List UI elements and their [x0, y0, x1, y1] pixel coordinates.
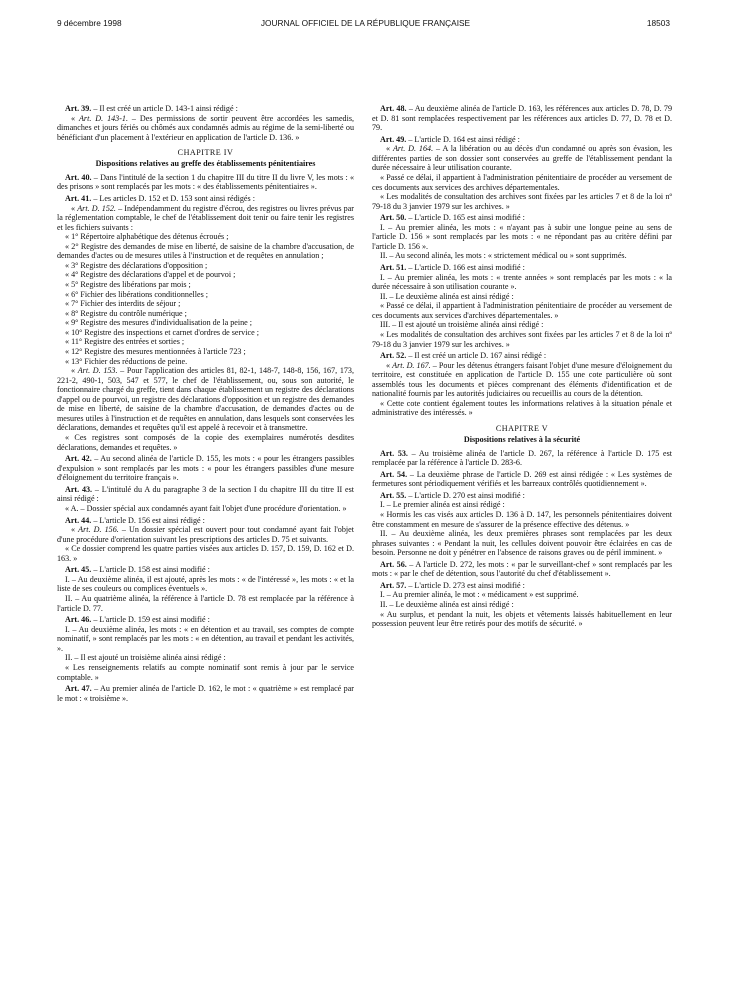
header-page-number: 18503 [646, 18, 670, 28]
article-51-point-3: III. – Il est ajouté un troisième alinéa ainsi rédigé : [380, 320, 544, 330]
register-item: « 6° Fichier des libérations conditionnelles ; [65, 289, 209, 299]
article-51-quote: « Passé ce délai, il appartient à l'administration pénitentiaire de procéder au versement de ces documents aux services d'archives départementales. » [372, 301, 672, 320]
article-50-heading: Art. 50. – L'article D. 165 est ainsi modifié : [380, 213, 525, 223]
article-55-point-2: II. – Au deuxième alinéa, les deux premières phrases sont remplacées par les deux phrases suivantes : « Pendant la nuit, les cellules doivent pouvoir être éclairées en cas de besoin. Personne ne doit y pénétrer en l'absence de raisons graves ou de péril imminent. » [372, 529, 672, 558]
article-45-point-1: I. – Au deuxième alinéa, il est ajouté, après les mots : « de l'intéressé », les mots : « et la liste de ses couleurs ou complices éventuels ». [57, 574, 354, 594]
header-date: 9 décembre 1998 [57, 18, 122, 28]
article-39-heading: Art. 39. – Il est créé un article D. 143-1 ainsi rédigé : [65, 104, 238, 113]
article-46-point-2: II. – Il est ajouté un troisième alinéa ainsi rédigé : [65, 653, 226, 663]
article-53: Art. 53. – Au troisième alinéa de l'article D. 267, la référence à l'article D. 175 est remplacée par la référence à l'article D. 283-6. [372, 448, 672, 468]
article-51-point-1: I. – Au premier alinéa, les mots : « trente années » sont remplacés par les mots : « la durée nécessaire à son utilisation courante ». [372, 272, 672, 292]
page-header [0, 18, 731, 32]
chapter-5-label: CHAPITRE V [495, 424, 549, 433]
left-column [57, 104, 354, 703]
article-d164-quote: « Art. D. 164. – A la libération ou au décès d'un condamné ou après son évasion, les différentes parties de son dossier sont conservées au greffe de l'établissement pendant la durée nécessaire à leur utilisation courante. [372, 144, 673, 173]
article-41-heading: Art. 41. – Les articles D. 152 et D. 153 sont ainsi rédigés : [65, 193, 255, 203]
chapter-4-label: CHAPITRE IV [177, 148, 234, 158]
article-55-quote: « Hormis les cas visés aux articles D. 136 à D. 147, les personnels pénitentiaires doivent être constamment en mesure de s'assurer de la présence effective des détenus. » [372, 509, 672, 529]
article-57-point-1: I. – Au premier alinéa, le mot : « médicament » est supprimé. [380, 590, 579, 600]
article-40: Art. 40. – Dans l'intitulé de la section 1 du chapitre III du titre II du livre V, les mots : « des prisons » sont remplacés par les mots : « des établissements pénitentiaires ». [57, 172, 354, 192]
register-item: « 12° Registre des mesures mentionnées à l'article 723 ; [65, 346, 246, 356]
article-52-heading: Art. 52. – Il est créé un article D. 167 ainsi rédigé : [380, 351, 547, 361]
article-d156-quote: « Art. D. 156. – Un dossier spécial est ouvert pour tout condamné ayant fait l'objet d'une procédure d'orientation suivant les prescriptions des articles D. 75 et suivants. [57, 525, 354, 544]
chapter-5-title: Dispositions relatives à la sécurité [463, 434, 581, 444]
article-46-point-1: I. – Au deuxième alinéa, les mots : « en détention et au travail, ses comptes de compte nominatif, » sont remplacés par les mots : « en détention, au travail et pendant les activités, ». [57, 624, 354, 653]
register-item: « 4° Registre des déclarations d'appel et de pourvoi ; [65, 270, 236, 280]
article-d153-quote: « Art. D. 153. – Pour l'application des articles 81, 82-1, 148-7, 148-8, 156, 167, 173, 221-2, 490-1, 503, 547 et 577, le chef de l'établissement, ou, sous son autorité, le fonctionnaire chargé du greffe, tient dans chaque établissement un registre des déclarations d'appel ou de pourvoi, un registre des déclarations d'opposition et un registre des demandes de mise en liberté, de saisine de la chambre d'accusation, de demandes d'actes ou de mesures utiles à l'instruction et de requêtes en annulation, dans lesquels sont conservées les déclarations, demandes et requêtes qu'il est appelé à recevoir et à transmettre. [57, 366, 354, 433]
chapter-4-title: Dispositions relatives au greffe des établissements pénitentiaires [95, 158, 316, 168]
article-49-heading: Art. 49. – L'article D. 164 est ainsi rédigé : [380, 134, 520, 144]
article-48: Art. 48. – Au deuxième alinéa de l'article D. 163, les références aux articles D. 78, D. 79 et D. 81 sont remplacées respectivement par les références aux articles D. 77, D. 78 et D. 79. [372, 104, 672, 133]
article-55-heading: Art. 55. – L'article D. 270 est ainsi modifié : [380, 490, 525, 500]
register-item: « 7° Fichier des interdits de séjour ; [65, 299, 181, 309]
article-d167-paragraph: « Cette cote contient également toutes les informations relatives à la situation pénale et administrative des intéressés. » [372, 398, 672, 418]
header-title: JOURNAL OFFICIEL DE LA RÉPUBLIQUE FRANÇAISE [260, 18, 471, 28]
article-43-quote: « A. – Dossier spécial aux condamnés ayant fait l'objet d'une procédure d'orientation. » [65, 503, 347, 513]
register-item: « 8° Registre du contrôle numérique ; [65, 308, 187, 318]
article-42: Art. 42. – Au second alinéa de l'article D. 155, les mots : « pour les étrangers passibles d'expulsion » sont remplacés par les mots : « pour les étrangers passibles d'une mesure d'éloignement du territoire français ». [57, 454, 354, 483]
right-column [372, 104, 672, 629]
article-45-point-2: II. – Au quatrième alinéa, la référence à l'article D. 78 est remplacée par la référence à l'article D. 77. [57, 594, 354, 613]
article-44-heading: Art. 44. – L'article D. 156 est ainsi rédigé : [65, 515, 205, 525]
register-item: « 9° Registre des mesures d'individualisation de la peine ; [65, 318, 252, 328]
register-item: « 11° Registre des entrées et sorties ; [65, 337, 185, 347]
article-54: Art. 54. – La deuxième phrase de l'article D. 269 est ainsi rédigée : « Les systèmes de fermetures sont périodiquement vérifiés et les barreaux contrôlés quotidiennement ». [372, 469, 673, 489]
article-56: Art. 56. – A l'article D. 272, les mots : « par le surveillant-chef » sont remplacés par les mots : « par le chef de détention, sous l'autorité du chef d'établissement ». [372, 559, 673, 579]
register-item: « 13° Fichier des réductions de peine. [65, 356, 188, 366]
article-47: Art. 47. – Au premier alinéa de l'article D. 162, le mot : « quatrième » est remplacé par le mot : « troisième ». [57, 684, 355, 703]
article-d164-paragraph-2: « Passé ce délai, il appartient à l'administration pénitentiaire de procéder au versement de ces documents aux services des archives départementales. [372, 172, 672, 192]
register-item: « 5° Registre des libérations par mois ; [65, 280, 191, 289]
article-d152-quote: « Art. D. 152. – Indépendamment du registre d'écrou, des registres ou livres prévus par la réglementation comptable, le chef de l'établissement doit tenir ou faire tenir les registres et les fichiers suivants : [57, 203, 354, 232]
article-d153-paragraph: « Ces registres sont composés de la copie des exemplaires numérotés desdites déclarations, demandes et requêtes. » [57, 433, 354, 452]
article-55-point-1: I. – Le premier alinéa est ainsi rédigé : [380, 500, 505, 510]
article-57-point-2: II. – Le deuxième alinéa est ainsi rédigé : [380, 600, 514, 609]
article-43: Art. 43. – L'intitulé du A du paragraphe 3 de la section I du chapitre III du titre II est ainsi rédigé : [57, 484, 355, 504]
article-d164-paragraph-3: « Les modalités de consultation des archives sont fixées par les articles 7 et 8 de la loi nº 79-18 du 3 janvier 1979 sur les archives. » [372, 192, 672, 211]
register-item: « 10° Registre des inspections et carnet d'ordres de service ; [65, 327, 259, 337]
article-51-point-2: II. – Le deuxième alinéa est ainsi rédigé : [380, 291, 514, 301]
article-d156-paragraph: « Ce dossier comprend les quatre parties visées aux articles D. 157, D. 159, D. 162 et D. 163. » [57, 544, 354, 563]
article-57-heading: Art. 57. – L'article D. 273 est ainsi modifié : [380, 580, 525, 590]
register-item: « 1° Répertoire alphabétique des détenus écroués ; [65, 232, 229, 242]
article-d167-quote: « Art. D. 167. – Pour les détenus étrangers faisant l'objet d'une mesure d'éloignement du territoire, est constituée en application de l'article D. 155 une cote particulière où sont assemblés tous les documents et pièces comprenant des éléments d'identification et de nationalité fournis par les autorités judiciaires ou recueillis au cours de la détention. [372, 360, 672, 399]
article-57-quote: « Au surplus, et pendant la nuit, les objets et vêtements laissés habituellement en leur possession peuvent leur être retirés pour des motifs de sécurité. » [372, 609, 672, 629]
article-46-quote: « Les renseignements relatifs au compte nominatif sont remis à jour par le service comptable. » [57, 662, 354, 682]
article-51-quote-2: « Les modalités de consultation des archives sont fixées par les articles 7 et 8 de la loi nº 79-18 du 3 janvier 1979 sur les archives. » [372, 329, 672, 349]
article-51-heading: Art. 51. – L'article D. 166 est ainsi modifié : [380, 263, 525, 272]
register-item: « 2° Registre des demandes de mise en liberté, de saisine de la chambre d'accusation, de demandes d'actes ou de mesures utiles à l'instruction et de requêtes en annulation ; [57, 241, 354, 261]
article-50-point-1: I. – Au premier alinéa, les mots : « n'ayant pas à subir une longue peine au sens de l'article D. 156 » sont remplacés par les mots : « ne répondant pas au critère défini par l'article D. 156 ». [372, 222, 672, 251]
article-39-quote: « Art. D. 143-1. – Des permissions de sortir peuvent être accordées les samedis, dimanches et jours fériés ou chômés aux condamnés admis au régime de la semi-liberté ou bénéficiant d'un placement à l'extérieur en application de l'article D. 136. » [57, 113, 355, 142]
article-50-point-2: II. – Au second alinéa, les mots : « strictement médical ou » sont supprimés. [380, 251, 627, 261]
article-46-heading: Art. 46. – L'article D. 159 est ainsi modifié : [65, 615, 210, 625]
article-45-heading: Art. 45. – L'article D. 158 est ainsi modifié : [65, 565, 210, 575]
register-item: « 3° Registre des déclarations d'opposition ; [65, 260, 208, 270]
